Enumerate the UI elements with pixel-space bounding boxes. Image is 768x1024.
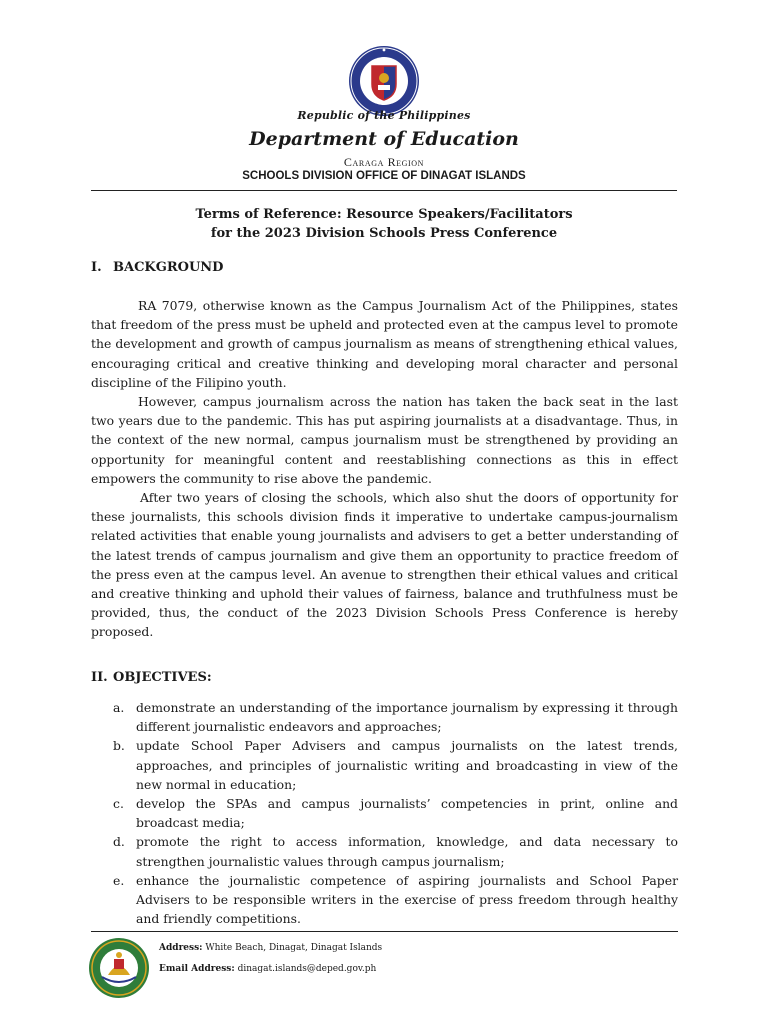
background-paragraph-3: After two years of closing the schools, which also shut the doors of opportunity for these journalists, this schools division finds it imperative to undertake campus-journalism related activities that enable young journalists and advisers to get a better understanding of the latest trends of campus journalism and give them an opportunity to practice freedom of the press even at the campus level. An avenue to strengthen their ethical values and critical and creative thinking and uphold their values of fairness, balance and truthfulness must be provided, thus, the conduct of the 2023 Division Schools Press Conference is hereby proposed. — [91, 490, 678, 640]
footer-address — [159, 943, 382, 953]
document-title-line-2: for the 2023 Division Schools Press Conference — [210, 226, 558, 241]
address-label: Address: — [159, 943, 203, 953]
header-divider — [91, 190, 677, 191]
list-item — [91, 871, 678, 929]
list-item-text: develop the SPAs and campus journalists’ competencies in print, online and broadcast media; — [136, 796, 678, 831]
list-item-letter: e. — [113, 872, 125, 888]
background-paragraph-2: However, campus journalism across the nation has taken the back seat in the last two years due to the pandemic. This has put aspiring journalists at a disadvantage. Thus, in the context of the new normal, campus journalism must be strengthened by providing an opportunity for meaningful content and reestablishing connections as this in effect empowers the community to rise above the pandemic. — [91, 394, 678, 486]
list-item-text: demonstrate an understanding of the importance journalism by expressing it through different journalistic endeavors and approaches; — [136, 700, 678, 735]
list-item-letter: c. — [113, 796, 124, 812]
background-paragraph-1: RA 7079, otherwise known as the Campus Journalism Act of the Philippines, states that freedom of the press must be upheld and protected even at the campus level to promote the development and growth of campus journalism as means of strengthening ethical values, encouraging critical and creative thinking and developing moral character and personal discipline of the Filipino youth. — [91, 298, 678, 390]
section-objectives-heading — [91, 670, 212, 685]
list-item — [91, 698, 678, 736]
division-seal-icon — [88, 937, 150, 999]
division-office-name: SCHOOLS DIVISION OFFICE OF DINAGAT ISLANDS — [242, 170, 526, 182]
section-number: II. — [91, 670, 108, 685]
list-item — [91, 832, 678, 870]
list-item — [91, 736, 678, 794]
footer-divider — [91, 931, 678, 932]
deped-seal-icon — [347, 44, 421, 118]
email-label: Email Address: — [159, 964, 235, 974]
document-title-line-1: Terms of Reference: Resource Speakers/Facilitators — [195, 207, 573, 222]
list-item-text: enhance the journalistic competence of aspiring journalists and School Paper Advisers to be responsible writers in the exercise of press freedom through healthy and friendly competitions. — [136, 872, 678, 927]
list-item — [91, 794, 678, 832]
region-name: Caraga Region — [343, 155, 425, 169]
list-item-text: update School Paper Advisers and campus journalists on the latest trends, approaches, and principles of journalistic writing and broadcasting in view of the new normal in education; — [136, 738, 678, 792]
section-background-heading — [91, 260, 223, 275]
list-item-letter: b. — [113, 738, 125, 754]
section-title: OBJECTIVES: — [113, 670, 212, 685]
department-name: Department of Education — [249, 128, 519, 150]
footer-email — [159, 964, 376, 974]
address-value: White Beach, Dinagat, Dinagat Islands — [205, 943, 383, 953]
document-title — [0, 205, 768, 243]
list-item-text: promote the right to access information, knowledge, and data necessary to strengthen journalistic values through campus journalism; — [136, 834, 678, 869]
email-value[interactable]: dinagat.islands@deped.gov.ph — [237, 964, 377, 974]
list-item-letter: d. — [113, 834, 125, 850]
section-number: I. — [91, 260, 102, 275]
section-title: BACKGROUND — [113, 260, 224, 275]
objectives-list — [91, 698, 678, 928]
republic-line: Republic of the Philippines — [297, 109, 471, 122]
list-item-letter: a. — [113, 700, 125, 715]
